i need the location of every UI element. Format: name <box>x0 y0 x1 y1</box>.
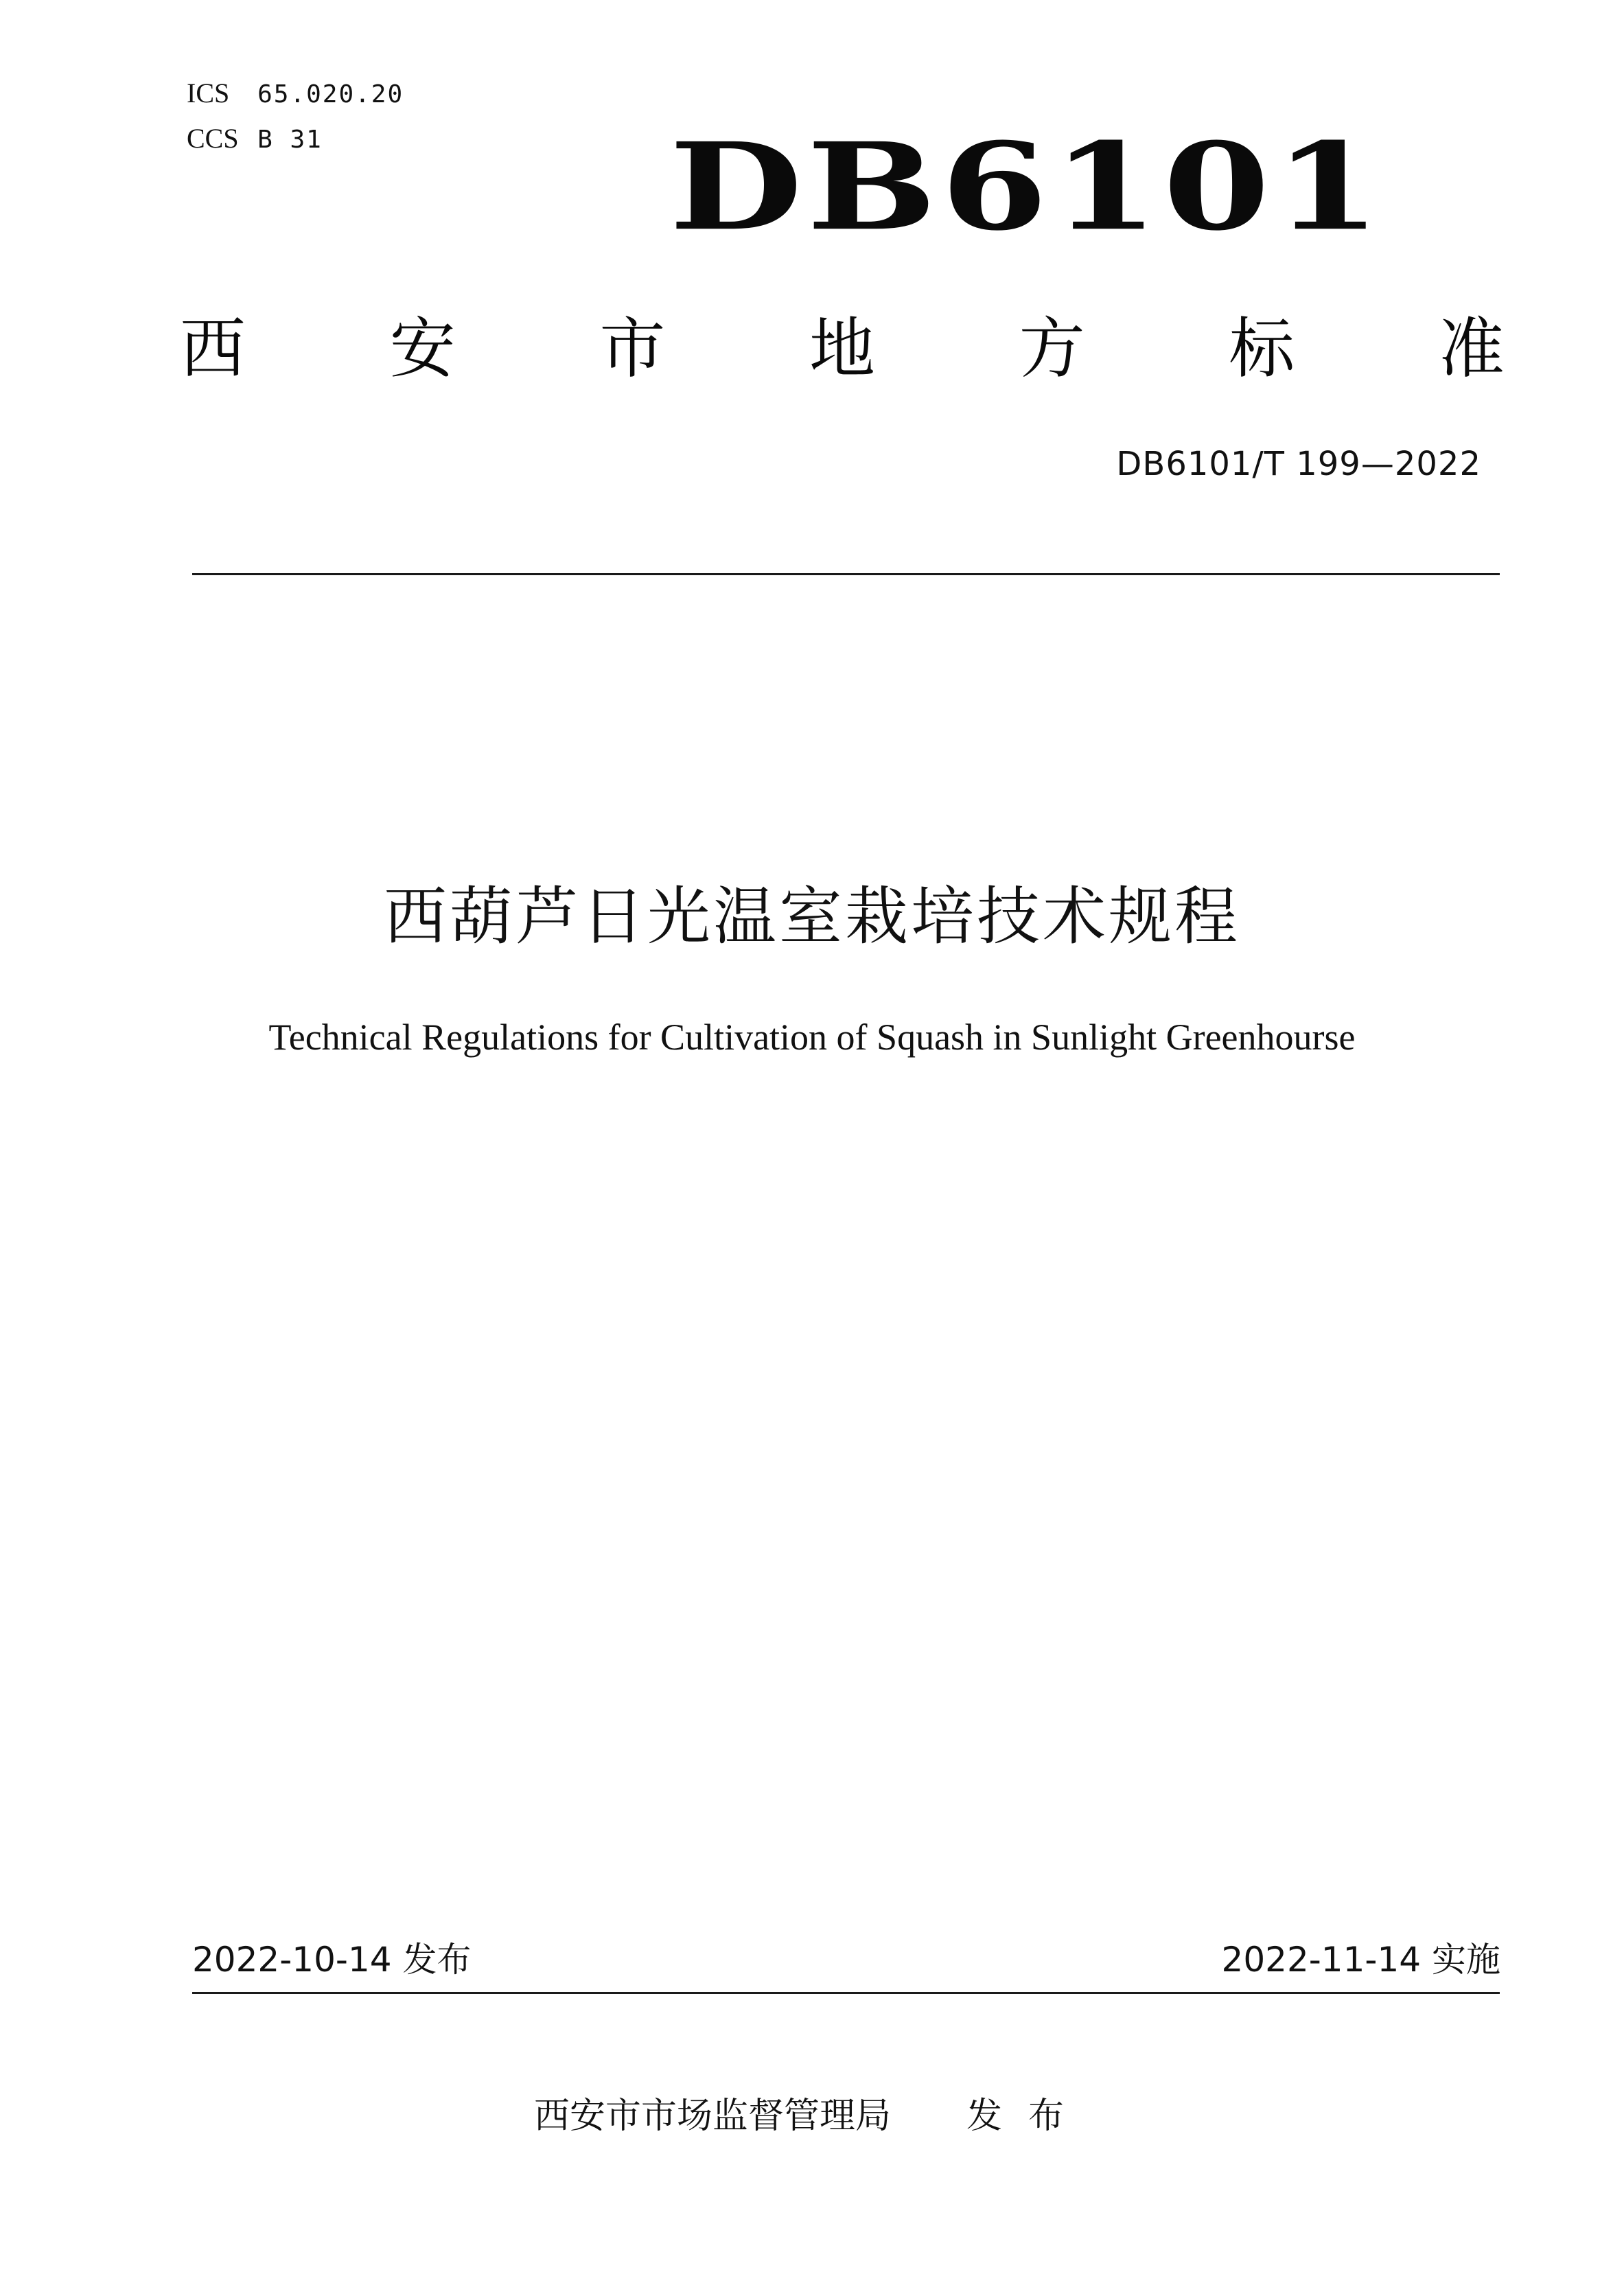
db-standard-logo: DB6101 <box>669 116 1385 257</box>
document-title-english: Technical Regulations for Cultivation of Squash in Sunlight Greenhourse <box>268 1017 1356 1058</box>
standard-number: DB6101/T 199—2022 <box>1116 445 1481 483</box>
standard-type-char: 市 <box>599 310 666 387</box>
issuer-name: 西安市市场监督管理局 <box>533 2096 891 2137</box>
ccs-value: B 31 <box>257 126 323 154</box>
issue-date: 2022-10-14 发布 <box>192 1940 472 1980</box>
bottom-divider <box>192 1992 1500 1994</box>
implementation-date: 2022-11-14 实施 <box>1221 1940 1500 1980</box>
ics-value: 65.020.20 <box>257 80 404 108</box>
top-divider <box>192 573 1500 575</box>
standard-type-char: 方 <box>1019 310 1085 387</box>
standard-type-char: 准 <box>1438 310 1505 387</box>
ics-label: ICS <box>187 78 230 108</box>
standard-type-heading <box>180 310 1505 387</box>
issuing-authority <box>0 2087 1624 2138</box>
standard-type-char: 地 <box>809 310 875 387</box>
standard-type-char: 安 <box>389 310 456 387</box>
document-title-chinese: 西葫芦日光温室栽培技术规程 <box>383 880 1240 953</box>
ccs-label: CCS <box>187 123 239 154</box>
standard-type-char: 标 <box>1229 310 1295 387</box>
issuer-action: 发布 <box>966 2096 1091 2137</box>
standard-type-char: 西 <box>180 310 246 387</box>
ccs-code-row <box>187 122 323 161</box>
ics-code-row <box>187 77 404 115</box>
